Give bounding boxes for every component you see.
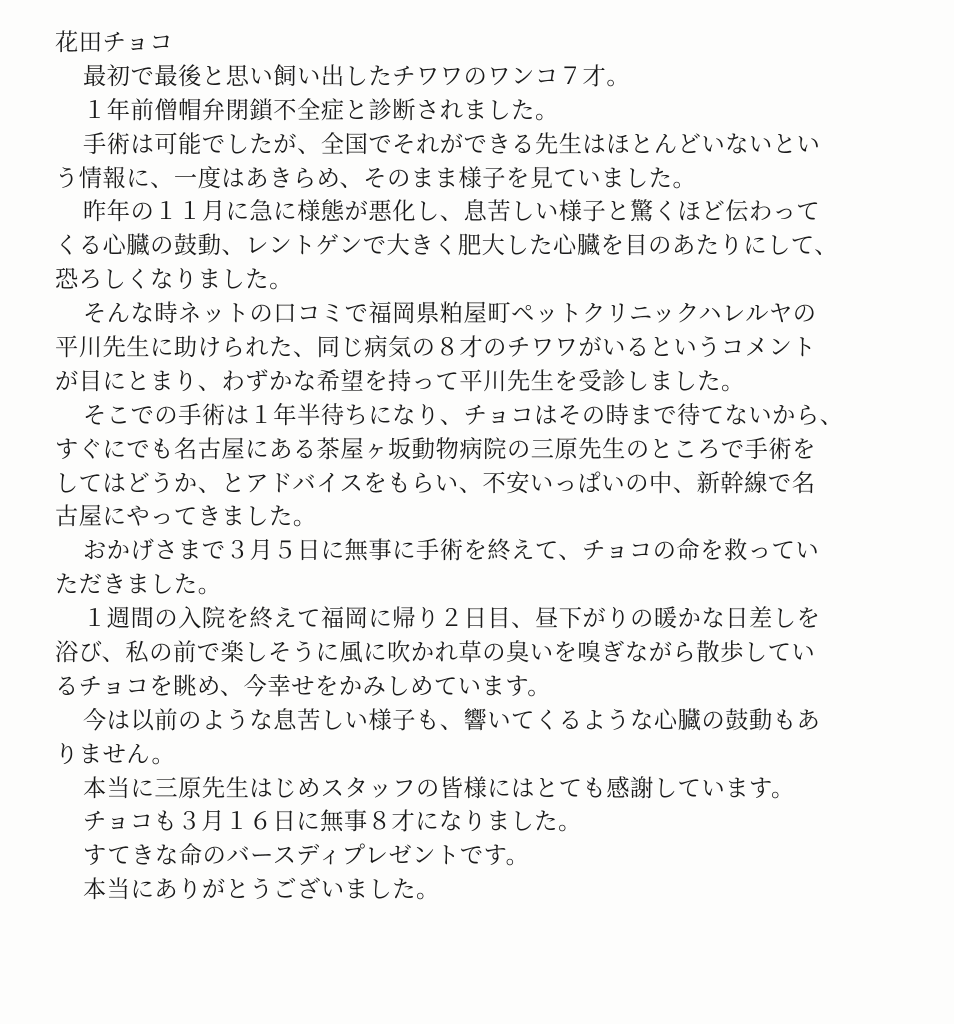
- letter-line: くる心臓の鼓動、レントゲンで大きく肥大した心臓を目のあたりにして、: [55, 232, 839, 260]
- letter-line: 最初で最後と思い飼い出したチワワのワンコ７才。: [83, 62, 631, 90]
- letter-line: おかげさまで３月５日に無事に手術を終えて、チョコの命を救ってい: [83, 537, 820, 565]
- letter-line: １年前僧帽弁閉鎖不全症と診断されました。: [83, 96, 559, 124]
- letter-line: すぐにでも名古屋にある茶屋ヶ坂動物病院の三原先生のところで手術を: [55, 435, 816, 463]
- letter-line: すてきな命のバースディプレゼントです。: [83, 842, 530, 870]
- letter-line: １週間の入院を終えて福岡に帰り２日目、昼下がりの暖かな日差しを: [83, 605, 821, 633]
- letter-line: 本当にありがとうございました。: [83, 876, 440, 904]
- letter-line: してはどうか、とアドバイスをもらい、不安いっぱいの中、新幹線で名: [55, 469, 816, 497]
- letter-line: 平川先生に助けられた、同じ病気の８才のチワワがいるというコメント: [55, 334, 817, 362]
- letter-line: 昨年の１１月に急に様態が悪化し、息苦しい様子と驚くほど伝わって: [83, 198, 821, 226]
- letter-line: りません。: [55, 740, 176, 768]
- letter-line: が目にとまり、わずかな希望を持って平川先生を受診しました。: [55, 367, 745, 395]
- letter-line: 恐ろしくなりました。: [55, 266, 293, 294]
- letter-line: チョコも３月１６日に無事８才になりました。: [83, 808, 582, 836]
- letter-line: そこでの手術は１年半待ちになり、チョコはその時まで待てないから、: [83, 401, 844, 429]
- letter-body: [55, 26, 915, 907]
- letter-line: 古屋にやってきました。: [55, 503, 317, 531]
- letter-line: るチョコを眺め、今幸せをかみしめています。: [55, 672, 552, 700]
- letter-line: 手術は可能でしたが、全国でそれができる先生はほとんどいないとい: [83, 130, 821, 158]
- author-name: 花田チョコ: [55, 29, 174, 56]
- letter-line: 今は以前のような息苦しい様子も、響いてくるような心臓の鼓動もあ: [83, 706, 821, 734]
- letter-line: 浴び、私の前で楽しそうに風に吹かれ草の臭いを嗅ぎながら散歩してい: [55, 639, 816, 667]
- letter-line: そんな時ネットの口コミで福岡県粕屋町ペットクリニックハレルヤの: [83, 300, 817, 328]
- letter-line: 本当に三原先生はじめスタッフの皆様にはとても感謝しています。: [83, 774, 795, 802]
- letter-line: ただきました。: [55, 571, 222, 599]
- letter-line: う情報に、一度はあきらめ、そのまま様子を見ていました。: [55, 164, 697, 192]
